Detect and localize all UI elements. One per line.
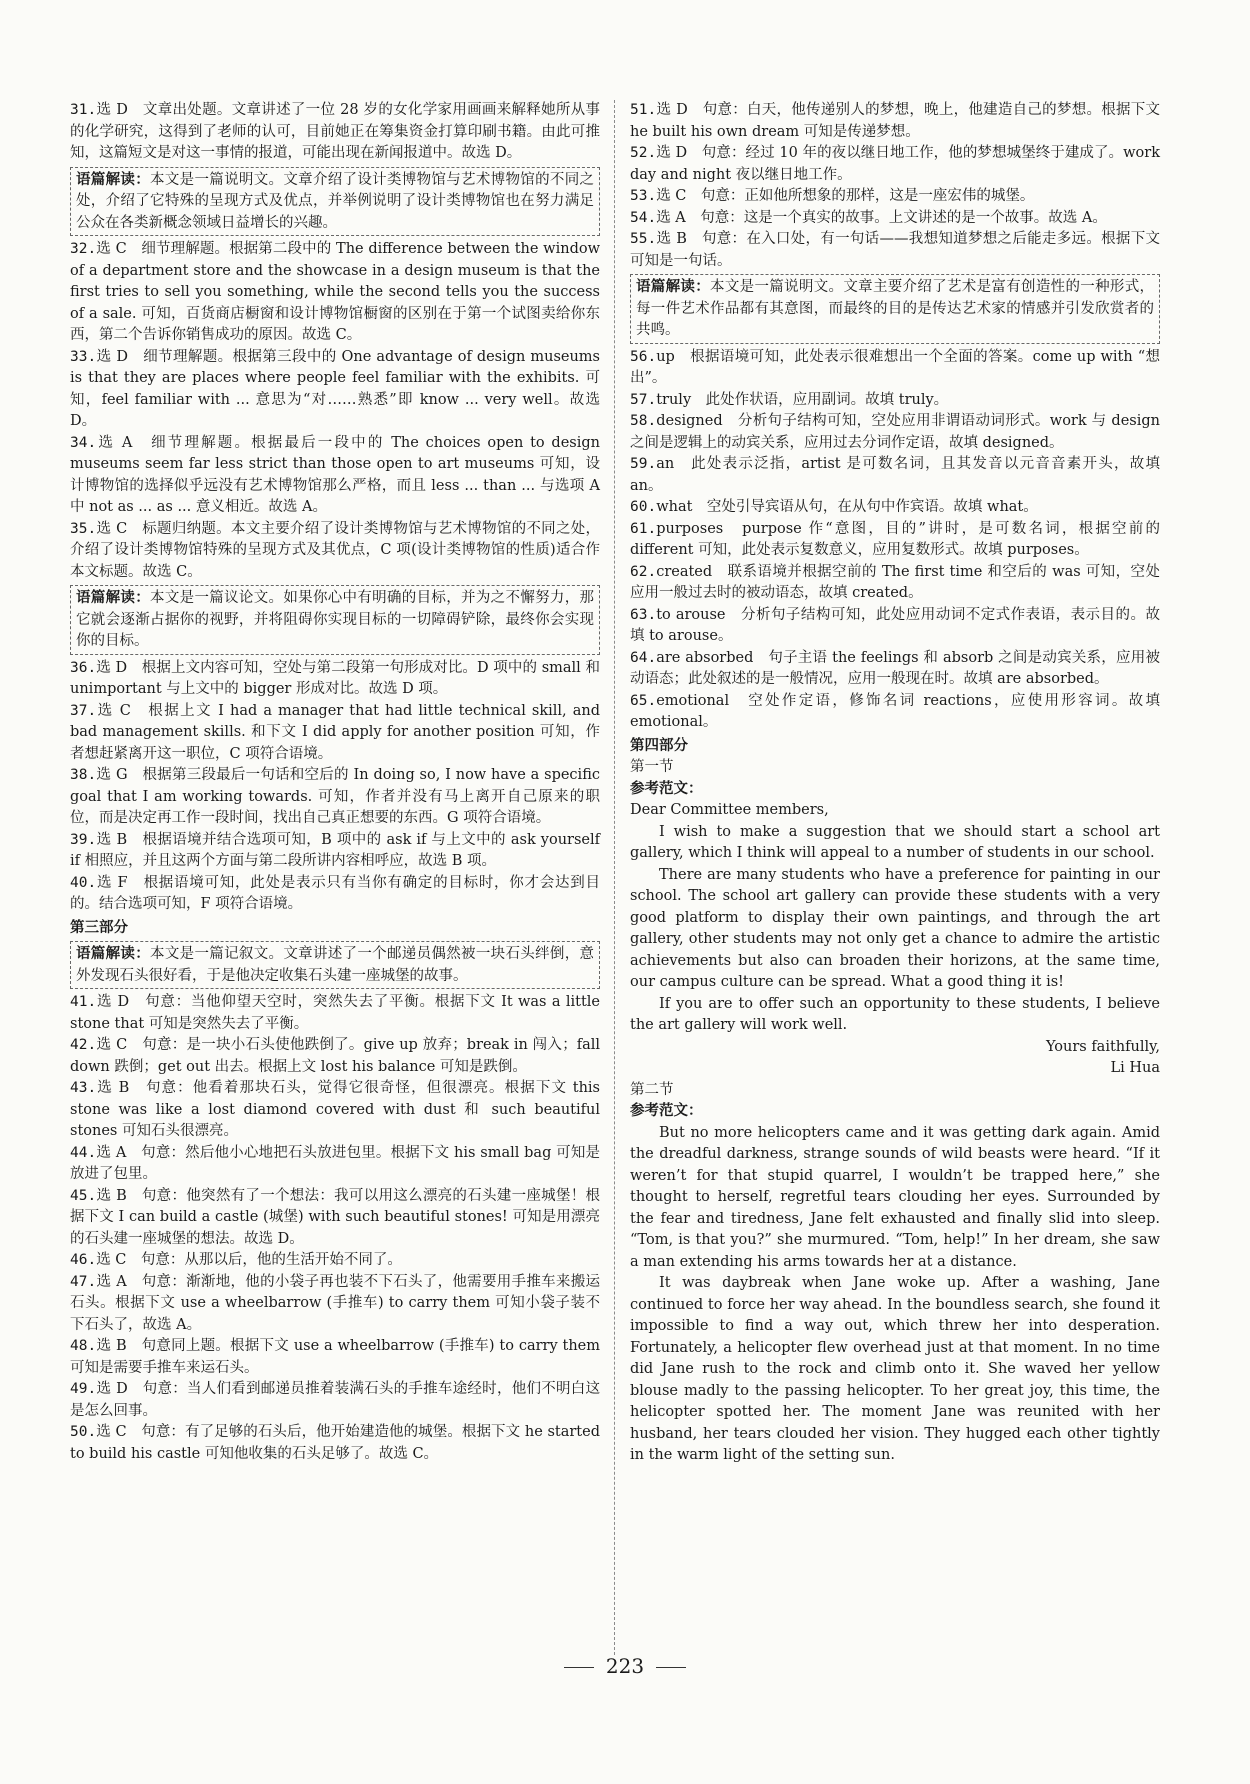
- sample-essay-label: 参考范文：: [630, 780, 703, 797]
- answer-item-63: 63.to arouse 分析句子结构可知，此处应用动词不定式作表语，表示目的。故填 to arouse。: [630, 606, 1160, 644]
- answer-item-41: 41.选 D 句意：当他仰望天空时，突然失去了平衡。根据下文 It was a little stone that 可知是突然失去了平衡。: [70, 994, 600, 1032]
- passage-analysis-box: 语篇解读：本文是一篇记叙文。文章讲述了一个邮递员偶然被一块石头绊倒，意外发现石头很好看，于是他决定收集石头建一座城堡的故事。: [70, 941, 600, 989]
- page-number-dash: [564, 1667, 594, 1668]
- passage-analysis-box: 语篇解读：本文是一篇说明文。文章主要介绍了艺术是富有创造性的一种形式，每一件艺术作品都有其意图，而最终的目的是传达艺术家的情感并引发欣赏者的共鸣。: [630, 274, 1160, 344]
- answer-item-43: 43.选 B 句意：他看着那块石头，觉得它很奇怪，但很漂亮。根据下文 this stone was like a lost diamond covered with dust 和 such beautiful stones 可知石头很漂亮。: [70, 1080, 600, 1139]
- answer-item-51: 51.选 D 句意：白天，他传递别人的梦想，晚上，他建造自己的梦想。根据下文 he built his own dream 可知是传递梦想。: [630, 102, 1160, 140]
- answer-item-31: 31.选 D 文章出处题。文章讲述了一位 28 岁的女化学家用画画来解释她所从事的化学研究，这得到了老师的认可，目前她正在筹集资金打算印刷书籍。由此可推知，这篇短文是对这一事情的报道，可能出现在新闻报道中。故选 D。: [70, 102, 600, 161]
- letter-closing: Yours faithfully,: [1045, 1038, 1160, 1055]
- answer-item-53: 53.选 C 句意：正如他所想象的那样，这是一座宏伟的城堡。: [630, 188, 1035, 204]
- letter-salutation: Dear Committee members,: [630, 802, 829, 818]
- answer-item-34: 34.选 A 细节理解题。根据最后一段中的 The choices open to design museums seem far less strict than those open to art museums 可知，设计博物馆的选择似乎远没有艺术博物馆那么严格，而且 less ... than ... 与选项 A 中 not as ... as ... 意义相近。故选 A。: [70, 434, 600, 515]
- essay-paragraph: If you are to offer such an opportunity to these students, I believe the art gallery will work well.: [630, 995, 1160, 1033]
- answer-item-45: 45.选 B 句意：他突然有了一个想法：我可以用这么漂亮的石头建一座城堡！根据下文 I can build a castle (城堡) with such beautiful stones! 可知是用漂亮的石头建一座城堡的想法。故选 D。: [70, 1187, 600, 1247]
- right-column: [630, 100, 1160, 1467]
- answer-item-62: 62.created 联系语境并根据空前的 The first time 和空后的 was 可知，空处应用一般过去时的被动语态，故填 created。: [630, 563, 1160, 601]
- sample-essay-letter: [630, 800, 1160, 1080]
- answer-item-42: 42.选 C 句意：是一块小石头使他跌倒了。give up 放弃；break in 闯入；fall down 跌倒；get out 出去。根据上文 lost his balance 可知是跌倒。: [70, 1037, 600, 1075]
- passage-analysis-box: 语篇解读：本文是一篇议论文。如果你心中有明确的目标，并为之不懈努力，那它就会逐渐占据你的视野，并将阻碍你实现目标的一切障碍铲除，最终你会实现你的目标。: [70, 585, 600, 655]
- answer-item-35: 35.选 C 标题归纳题。本文主要介绍了设计类博物馆与艺术博物馆的不同之处，介绍了设计类博物馆特殊的呈现方式及其优点，C 项(设计类博物馆的性质)适合作本文标题。故选 C。: [70, 520, 600, 580]
- answer-item-58: 58.designed 分析句子结构可知，空处应用非谓语动词形式。work 与 design 之间是逻辑上的动宾关系，应用过去分词作定语，故填 designed。: [630, 413, 1160, 451]
- section-heading-part3: 第三部分: [70, 919, 128, 936]
- answer-item-59: 59.an 此处表示泛指，artist 是可数名词，且其发音以元音音素开头，故填 an。: [630, 456, 1160, 494]
- answer-item-37: 37.选 C 根据上文 I had a manager that had little technical skill, and bad management skills. 和下文 I did apply for another position 可知，作者想赶紧离开这一职位，C 项符合语境。: [70, 702, 600, 762]
- answer-item-40: 40.选 F 根据语境可知，此处是表示只有当你有确定的目标时，你才会达到目的。结合选项可知，F 项符合语境。: [70, 874, 600, 912]
- sample-essay-label: 参考范文：: [630, 1103, 703, 1119]
- left-column: [70, 100, 600, 1465]
- letter-signature: Li Hua: [1110, 1060, 1160, 1076]
- answer-item-56: 56.up 根据语境可知，此处表示很难想出一个全面的答案。come up with “想出”。: [630, 348, 1160, 386]
- section-heading-part4: 第四部分: [630, 737, 688, 754]
- column-divider: [614, 100, 615, 1655]
- answer-item-44: 44.选 A 句意：然后他小心地把石头放进包里。根据下文 his small bag 可知是放进了包里。: [70, 1144, 600, 1182]
- subsection-heading-2: 第二节: [630, 1081, 674, 1098]
- answer-item-61: 61.purposes purpose 作“意图，目的”讲时，是可数名词，根据空前的 different 可知，此处表示复数意义，应用复数形式。故填 purposes。: [630, 520, 1160, 558]
- answer-item-46: 46.选 C 句意：从那以后，他的生活开始不同了。: [70, 1252, 402, 1268]
- answer-item-32: 32.选 C 细节理解题。根据第二段中的 The difference between the window of a department store and the showcase in a design museum is that the first tries to sell you something, while the second tells you the success of a sale. 可知，百货商店橱窗和设计博物馆橱窗的区别在于第一个试图卖给你东西，第二个告诉你销售成功的原因。故选 C。: [70, 241, 600, 343]
- essay-paragraph: There are many students who have a preference for painting in our school. The school art gallery can provide these students with a very good platform to display their own paintings, and through the art gallery, other students may not only get a chance to admire the artistic achievements but also can broaden their horizons, at the same time, our campus culture can be spread. What a good thing it is!: [630, 866, 1160, 990]
- answer-item-38: 38.选 G 根据第三段最后一句话和空后的 In doing so, I now have a specific goal that I am working towards. 可知，作者并没有马上离开自己原来的职位，而是决定再工作一段时间，找出自己真正想要的东西。G 项符合语境。: [70, 767, 600, 826]
- answer-item-48: 48.选 B 句意同上题。根据下文 use a wheelbarrow (手推车) to carry them 可知是需要手推车来运石头。: [70, 1338, 600, 1376]
- passage-analysis-box: 语篇解读：本文是一篇说明文。文章介绍了设计类博物馆与艺术博物馆的不同之处，介绍了它特殊的呈现方式及优点，并举例说明了设计类博物馆也在努力满足公众在各类新概念领域日益增长的兴趣。: [70, 167, 600, 237]
- answer-item-39: 39.选 B 根据语境并结合选项可知，B 项中的 ask if 与上文中的 ask yourself if 相照应，并且这两个方面与第二段所讲内容相呼应，故选 B 项。: [70, 831, 600, 869]
- page-number-dash: [656, 1667, 686, 1668]
- answer-item-57: 57.truly 此处作状语，应用副词。故填 truly。: [630, 391, 949, 408]
- answer-item-33: 33.选 D 细节理解题。根据第三段中的 One advantage of design museums is that they are places where people feel familiar with the exhibits. 可知，feel familiar with ... 意思为“对……熟悉”即 know ... very well。故选 D。: [70, 348, 600, 429]
- sample-essay-continuation: [630, 1123, 1160, 1467]
- answer-item-64: 64.are absorbed 句子主语 the feelings 和 absorb 之间是动宾关系，应用被动语态；此处叙述的是一般情况，应用一般现在时。故填 are absorbed。: [630, 649, 1160, 687]
- essay-paragraph: It was daybreak when Jane woke up. After a washing, Jane continued to force her way ahead. In the boundless search, she found it impossible to find a way out, which threw her into desperation. Fortunately, a helicopter flew overhead just at that moment. In no time did Jane rush to the rock and climb onto it. She waved her yellow blouse madly to the passing helicopter. To her great joy, this time, the helicopter spotted her. The moment Jane was reunited with her husband, her tears clouded her vision. They hugged each other tightly in the warm light of the setting sun.: [630, 1275, 1160, 1463]
- essay-paragraph: But no more helicopters came and it was getting dark again. Amid the dreadful darkness, strange sounds of wild beasts were heard. “If it weren’t for that stupid quarrel, I wouldn’t be trapped here,” she thought to herself, regretful tears clouding her eyes. Surrounded by the fear and tiredness, Jane felt exhausted and finally slid into sleep. “Tom, is that you?” she murmured. “Tom, help!” In her dream, she saw a man extending his arms towards her at a distance.: [630, 1124, 1160, 1270]
- answer-item-55: 55.选 B 句意：在入口处，有一句话——我想知道梦想之后能走多远。根据下文可知是一句话。: [630, 231, 1160, 269]
- answer-item-60: 60.what 空处引导宾语从句，在从句中作宾语。故填 what。: [630, 499, 1038, 515]
- answer-item-50: 50.选 C 句意：有了足够的石头后，他开始建造他的城堡。根据下文 he started to build his castle 可知他收集的石头足够了。故选 C。: [70, 1424, 600, 1462]
- page-number: 223: [0, 1652, 1250, 1680]
- answer-item-49: 49.选 D 句意：当人们看到邮递员推着装满石头的手推车途经时，他们不明白这是怎么回事。: [70, 1381, 600, 1419]
- answer-item-65: 65.emotional 空处作定语，修饰名词 reactions，应使用形容词。故填 emotional。: [630, 692, 1160, 730]
- answer-item-36: 36.选 D 根据上文内容可知，空处与第二段第一句形成对比。D 项中的 small 和 unimportant 与上文中的 bigger 形成对比。故选 D 项。: [70, 659, 600, 697]
- answer-item-52: 52.选 D 句意：经过 10 年的夜以继日地工作，他的梦想城堡终于建成了。work day and night 夜以继日地工作。: [630, 145, 1160, 183]
- answer-item-54: 54.选 A 句意：这是一个真实的故事。上文讲述的是一个故事。故选 A。: [630, 209, 1107, 226]
- answer-item-47: 47.选 A 句意：渐渐地，他的小袋子再也装不下石头了，他需要用手推车来搬运石头。根据下文 use a wheelbarrow (手推车) to carry them 可知小袋子装不下石头了，故选 A。: [70, 1273, 600, 1333]
- subsection-heading-1: 第一节: [630, 759, 674, 775]
- answer-list-31: [70, 100, 600, 165]
- essay-paragraph: I wish to make a suggestion that we should start a school art gallery, which I think will appeal to a number of students in our school.: [630, 823, 1160, 861]
